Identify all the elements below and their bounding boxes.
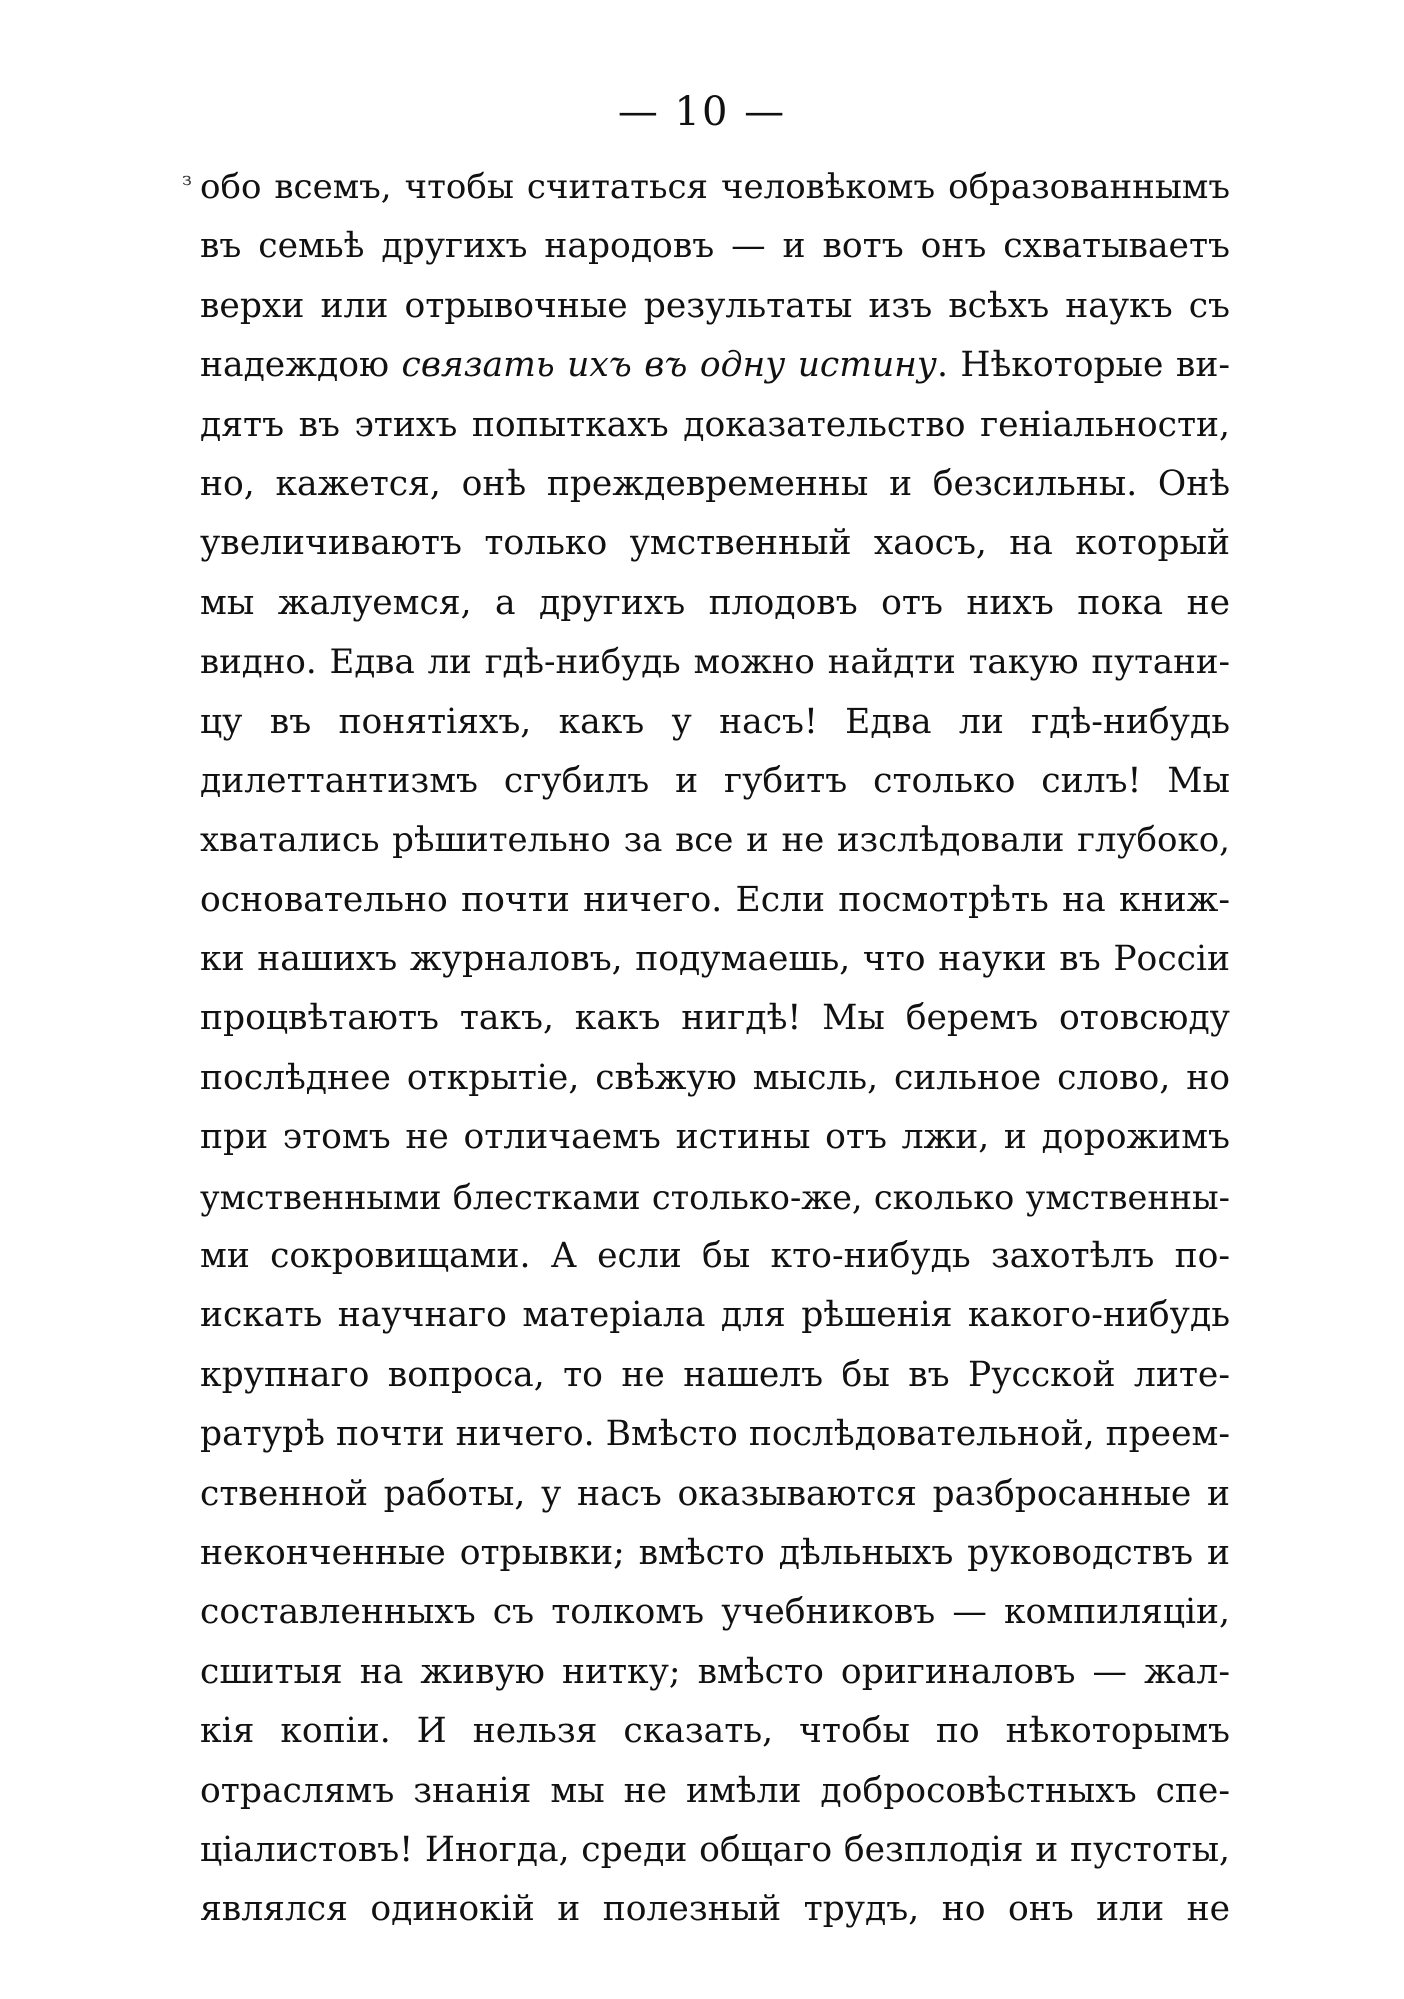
text-line-16: послѣднее открытіе, свѣжую мысль, сильное слово, но bbox=[200, 1057, 1230, 1098]
text-line-20: искать научнаго матеріала для рѣшенія какого-нибудь bbox=[200, 1295, 1230, 1336]
text-line-5: дятъ въ этихъ попыткахъ доказательство геніальности, bbox=[200, 404, 1230, 445]
page-number: — 10 — bbox=[617, 89, 787, 135]
text-line-3: верхи или отрывочные результаты изъ всѣхъ наукъ съ bbox=[200, 285, 1230, 326]
text-line-6: но, кажется, онѣ преждевременны и безсильны. Онѣ bbox=[200, 463, 1230, 504]
text-line-1: обо всемъ, чтобы считаться человѣкомъ образованнымъ bbox=[200, 167, 1230, 207]
body-text bbox=[200, 158, 1230, 1940]
text-line-4 bbox=[200, 336, 1230, 395]
text-line-23: ственной работы, у насъ оказываются разбросанные и bbox=[200, 1473, 1230, 1514]
text-line-12: хватались рѣшительно за все и не изслѣдовали глубоко, bbox=[200, 820, 1230, 861]
text-line-29: ціалистовъ! Иногда, среди общаго безплодія и пустоты, bbox=[200, 1829, 1230, 1870]
text-line-13: основательно почти ничего. Если посмотрѣть на книж- bbox=[200, 879, 1230, 920]
text-line-4-post: . Нѣкоторые ви- bbox=[936, 345, 1230, 386]
text-line-27: кія копіи. И нельзя сказать, чтобы по нѣкоторымъ bbox=[200, 1711, 1230, 1752]
text-line-30: являлся одинокій и полезный трудъ, но онъ или не bbox=[200, 1889, 1230, 1930]
text-line-19: ми сокровищами. А если бы кто-нибудь захотѣлъ по- bbox=[200, 1236, 1230, 1277]
text-line-17: при этомъ не отличаемъ истины отъ лжи, и дорожимъ bbox=[200, 1117, 1230, 1158]
margin-mark: з bbox=[182, 169, 192, 190]
text-line-11: дилеттантизмъ сгубилъ и губитъ столько силъ! Мы bbox=[200, 760, 1230, 801]
text-line-24: неконченные отрывки; вмѣсто дѣльныхъ руководствъ и bbox=[200, 1532, 1230, 1573]
text-line-22: ратурѣ почти ничего. Вмѣсто послѣдовательной, преем- bbox=[200, 1414, 1230, 1455]
text-line-21: крупнаго вопроса, то не нашелъ бы въ Русской лите- bbox=[200, 1354, 1230, 1395]
text-line-4-italic: связать ихъ въ одну истину bbox=[401, 345, 937, 386]
text-line-2: въ семьѣ другихъ народовъ — и вотъ онъ схватываетъ bbox=[200, 226, 1230, 267]
text-line-14: ки нашихъ журналовъ, подумаешь, что науки въ Россіи bbox=[200, 939, 1230, 980]
text-line-26: сшитыя на живую нитку; вмѣсто оригиналовъ — жал- bbox=[200, 1651, 1230, 1692]
text-line-4-pre: надеждою bbox=[200, 345, 402, 386]
text-line-15: процвѣтаютъ такъ, какъ нигдѣ! Мы беремъ отовсюду bbox=[200, 998, 1230, 1039]
text-line-25: составленныхъ съ толкомъ учебниковъ — компиляціи, bbox=[200, 1592, 1230, 1633]
text-line-9: видно. Едва ли гдѣ-нибудь можно найдти такую путани- bbox=[200, 642, 1230, 683]
text-line-10: цу въ понятіяхъ, какъ у насъ! Едва ли гдѣ-нибудь bbox=[200, 701, 1230, 742]
text-line-7: увеличиваютъ только умственный хаосъ, на который bbox=[200, 523, 1230, 564]
text-line-8: мы жалуемся, а другихъ плодовъ отъ нихъ пока не bbox=[200, 582, 1230, 623]
text-line-18: умственными блестками столько-же, сколько умственны- bbox=[200, 1177, 1230, 1217]
text-line-28: отраслямъ знанія мы не имѣли добросовѣстныхъ спе- bbox=[200, 1770, 1230, 1811]
